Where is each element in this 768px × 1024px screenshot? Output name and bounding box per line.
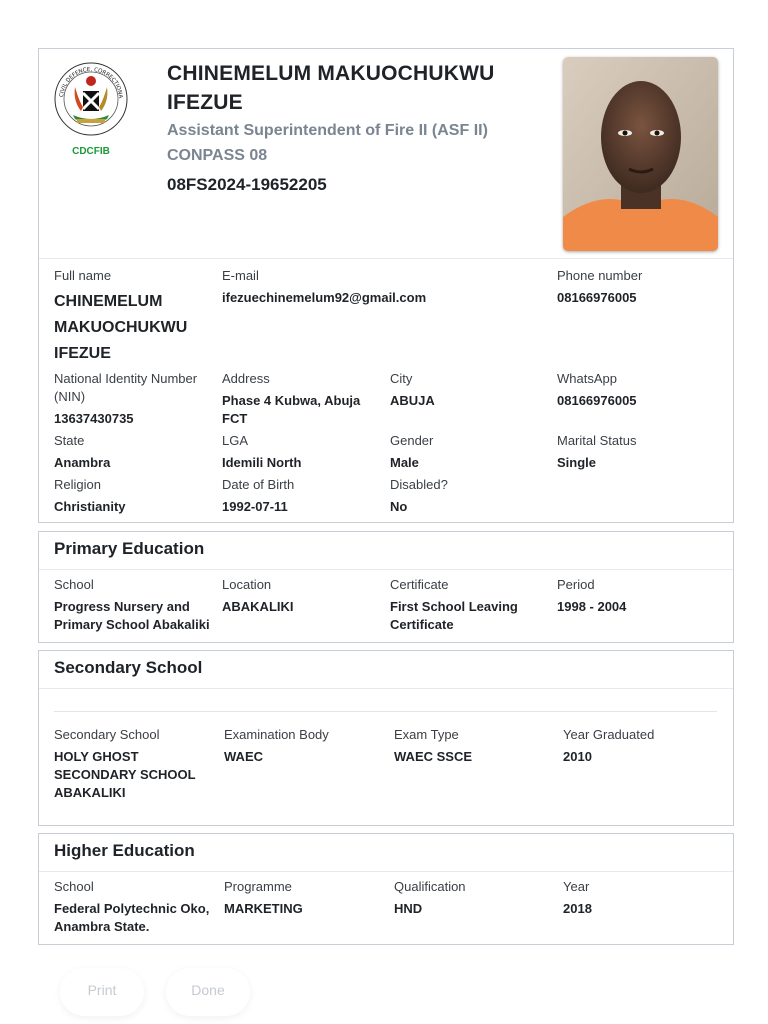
marital-status-value: Single <box>557 455 597 470</box>
exam-type-label: Exam Type <box>394 727 459 742</box>
exam-body-value: WAEC <box>224 749 263 764</box>
applicant-name: CHINEMELUM MAKUOCHUKWU IFEZUE <box>167 62 495 114</box>
email-value: ifezuechinemelum92@gmail.com <box>222 290 427 305</box>
primary-certificate-value: First School Leaving Certificate <box>390 599 518 632</box>
personal-info-grid <box>54 267 724 517</box>
primary-education-title: Primary Education <box>39 532 733 570</box>
lga-value: Idemili North <box>222 455 302 470</box>
higher-year-value: 2018 <box>563 901 592 916</box>
higher-education-title: Higher Education <box>39 834 733 872</box>
higher-school-label: School <box>54 879 94 894</box>
address-label: Address <box>222 371 270 386</box>
primary-period-label: Period <box>557 577 595 592</box>
dob-value: 1992-07-11 <box>222 499 288 514</box>
whatsapp-label: WhatsApp <box>557 371 617 386</box>
lga-label: LGA <box>222 433 249 448</box>
full-name-value: CHINEMELUM MAKUOCHUKWU IFEZUE <box>54 293 188 362</box>
religion-value: Christianity <box>54 499 126 514</box>
exam-type-value: WAEC SSCE <box>394 749 473 764</box>
phone-value: 08166976005 <box>557 290 637 305</box>
religion-label: Religion <box>54 477 101 492</box>
done-button[interactable]: Done <box>166 968 250 1016</box>
higher-year-label: Year <box>563 879 590 894</box>
higher-school-value: Federal Polytechnic Oko, Anambra State. <box>54 901 210 934</box>
conpass-level: CONPASS 08 <box>167 147 268 164</box>
applicant-photo <box>563 57 718 251</box>
secondary-school-card <box>38 650 734 826</box>
phone-label: Phone number <box>557 268 643 283</box>
primary-school-value: Progress Nursery and Primary School Abakaliki <box>54 599 210 632</box>
programme-label: Programme <box>224 879 292 894</box>
profile-card <box>38 48 734 523</box>
whatsapp-value: 08166976005 <box>557 393 637 408</box>
nin-value: 13637430735 <box>54 411 134 426</box>
secondary-school-value: HOLY GHOST SECONDARY SCHOOL ABAKALIKI <box>54 749 196 800</box>
logo-ring-text: CIVIL DEFENCE, CORRECTIONA <box>59 66 124 99</box>
primary-certificate-label: Certificate <box>390 577 449 592</box>
nin-label: National Identity Number (NIN) <box>54 371 198 404</box>
disabled-value: No <box>390 499 408 514</box>
cdcfib-logo <box>53 57 129 161</box>
logo-caption: CDCFIB <box>72 146 110 157</box>
primary-location-label: Location <box>222 577 272 592</box>
secondary-school-title: Secondary School <box>39 651 733 689</box>
gender-label: Gender <box>390 433 434 448</box>
city-label: City <box>390 371 413 386</box>
qualification-label: Qualification <box>394 879 466 894</box>
secondary-school-label: Secondary School <box>54 727 160 742</box>
dob-label: Date of Birth <box>222 477 295 492</box>
primary-period-value: 1998 - 2004 <box>557 599 627 614</box>
rank-title: Assistant Superintendent of Fire II (ASF II) <box>167 122 488 139</box>
print-button[interactable]: Print <box>60 968 144 1016</box>
primary-school-label: School <box>54 577 94 592</box>
primary-education-card <box>38 531 734 643</box>
qualification-value: HND <box>394 901 423 916</box>
application-number: 08FS2024-19652205 <box>167 175 327 194</box>
gender-value: Male <box>390 455 419 470</box>
year-graduated-label: Year Graduated <box>563 727 655 742</box>
primary-location-value: ABAKALIKI <box>222 599 294 614</box>
full-name-label: Full name <box>54 268 112 283</box>
city-value: ABUJA <box>390 393 435 408</box>
year-graduated-value: 2010 <box>563 749 592 764</box>
email-label: E-mail <box>222 268 259 283</box>
divider <box>54 711 717 712</box>
state-value: Anambra <box>54 455 111 470</box>
address-value: Phase 4 Kubwa, Abuja FCT <box>222 393 361 426</box>
exam-body-label: Examination Body <box>224 727 329 742</box>
state-label: State <box>54 433 85 448</box>
profile-header <box>39 49 733 259</box>
marital-status-label: Marital Status <box>557 433 637 448</box>
programme-value: MARKETING <box>224 901 303 916</box>
higher-education-card <box>38 833 734 945</box>
disabled-label: Disabled? <box>390 477 448 492</box>
